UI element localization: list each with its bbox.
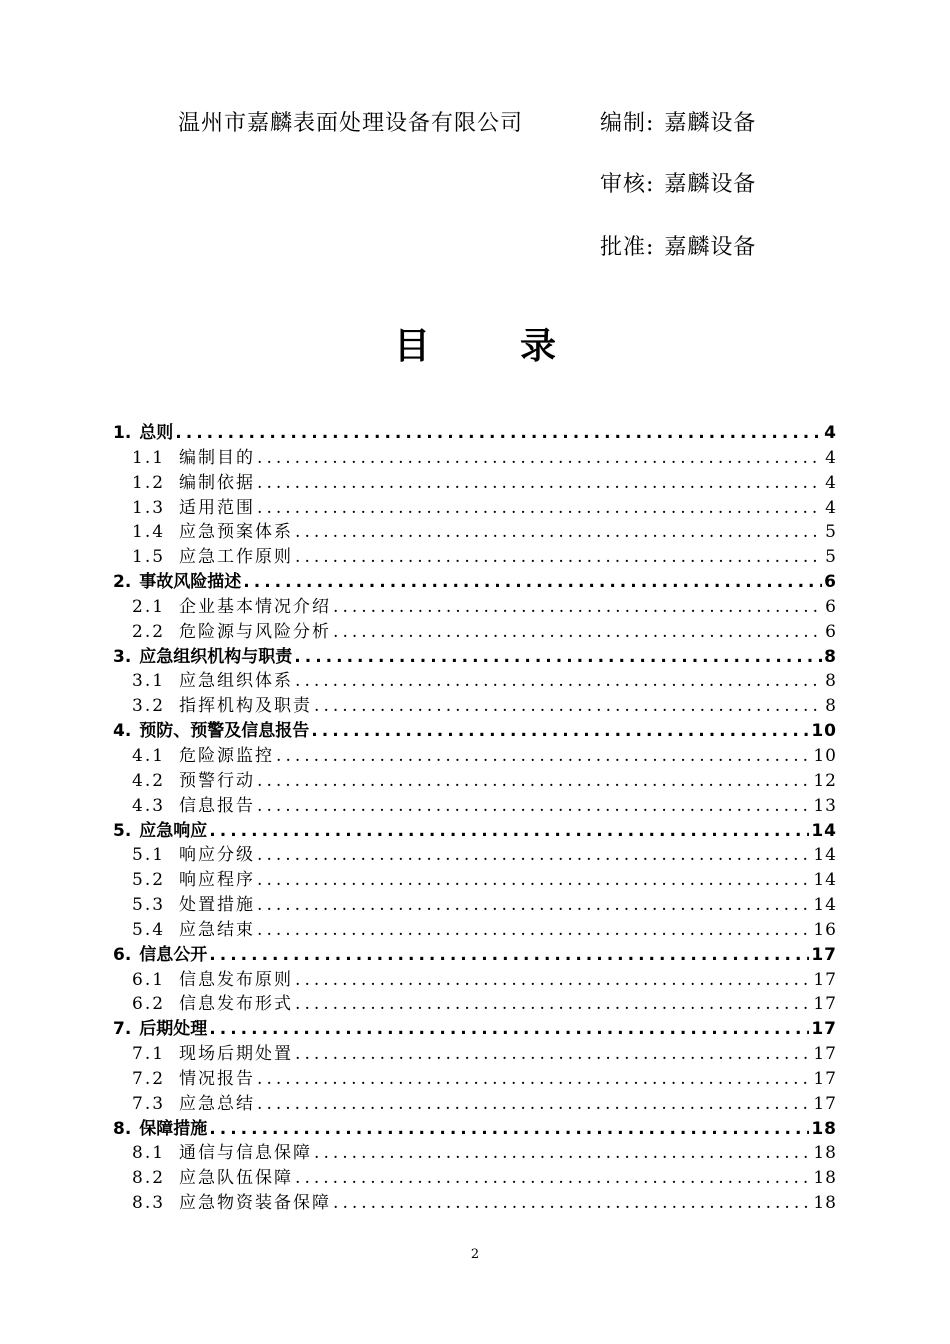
toc-entry-page: 17: [813, 1044, 837, 1065]
toc-entry-number: 7.3: [132, 1093, 166, 1114]
toc-dot-leader: [257, 446, 823, 471]
toc-dot-leader: [276, 744, 811, 769]
toc-entry-title: 应急总结: [179, 1093, 256, 1114]
toc-dot-leader: [257, 769, 811, 794]
toc-entry-title: 事故风险描述: [139, 572, 242, 593]
toc-chapter-entry[interactable]: [113, 719, 837, 744]
toc-dot-leader: [257, 794, 811, 819]
toc-dot-leader: [333, 595, 823, 620]
toc-entry-title: 编制依据: [179, 472, 256, 493]
toc-entry-page: 4: [825, 497, 837, 518]
toc-title-right: 录: [520, 326, 557, 367]
toc-dot-leader: [257, 496, 823, 521]
toc-section-entry[interactable]: [113, 794, 837, 819]
toc-entry-page: 17: [813, 1093, 837, 1114]
toc-section-entry[interactable]: [113, 1166, 837, 1191]
toc-dot-leader: [295, 669, 823, 694]
toc-dot-leader: [295, 992, 811, 1017]
toc-section-entry[interactable]: [113, 446, 837, 471]
toc-section-entry[interactable]: [113, 868, 837, 893]
toc-entry-page: 5: [825, 547, 837, 568]
toc-chapter-entry[interactable]: [113, 1017, 837, 1042]
toc-entry-page: 6: [824, 572, 837, 593]
signature-value: 嘉麟设备: [664, 111, 757, 136]
toc-entry-title: 响应分级: [179, 845, 256, 866]
toc-entry-number: 1.2: [132, 472, 166, 493]
toc-entry-title: 应急工作原则: [179, 547, 294, 568]
toc-entry-page: 6: [825, 621, 837, 642]
toc-entry-number: 2.: [113, 572, 132, 593]
toc-entry-number: 1.5: [132, 547, 166, 568]
toc-dot-leader: [314, 1141, 811, 1166]
toc-dot-leader: [257, 1092, 811, 1117]
toc-entry-number: 1.1: [132, 447, 166, 468]
toc-dot-leader: [209, 943, 809, 968]
toc-dot-leader: [257, 1067, 811, 1092]
company-name: 温州市嘉麟表面处理设备有限公司: [178, 111, 524, 136]
toc-section-entry[interactable]: [113, 918, 837, 943]
toc-dot-leader: [209, 1117, 809, 1142]
toc-chapter-entry[interactable]: [113, 1117, 837, 1142]
toc-section-entry[interactable]: [113, 496, 837, 521]
toc-entry-number: 3.2: [132, 696, 166, 717]
toc-section-entry[interactable]: [113, 744, 837, 769]
toc-section-entry[interactable]: [113, 694, 837, 719]
signature-reviewed: [600, 167, 756, 198]
toc-entry-page: 4: [825, 472, 837, 493]
toc-chapter-entry[interactable]: [113, 819, 837, 844]
toc-entry-title: 后期处理: [139, 1019, 208, 1040]
toc-section-entry[interactable]: [113, 1191, 837, 1216]
toc-entry-title: 总则: [139, 423, 174, 443]
toc-entry-number: 4.3: [132, 795, 166, 816]
toc-dot-leader: [295, 1166, 811, 1191]
toc-dot-leader: [257, 843, 811, 868]
toc-entry-page: 14: [811, 820, 837, 841]
toc-entry-page: 6: [825, 596, 837, 617]
toc-entry-number: 4.: [113, 721, 132, 742]
toc-dot-leader: [333, 1191, 811, 1216]
toc-dot-leader: [209, 819, 809, 844]
toc-section-entry[interactable]: [113, 769, 837, 794]
toc-section-entry[interactable]: [113, 1092, 837, 1117]
toc-entry-number: 8.3: [132, 1193, 166, 1214]
toc-entry-page: 17: [811, 1019, 837, 1040]
toc-entry-page: 8: [825, 671, 837, 692]
page-number: 2: [470, 1247, 480, 1262]
toc-entry-number: 8.: [113, 1118, 132, 1139]
signature-value: 嘉麟设备: [664, 172, 757, 197]
toc-entry-number: 7.2: [132, 1068, 166, 1089]
toc-entry-page: 14: [813, 870, 837, 891]
toc-entry-title: 响应程序: [179, 870, 256, 891]
toc-entry-number: 3.: [113, 646, 132, 667]
toc-entry-title: 适用范围: [179, 497, 256, 518]
toc-entry-title: 应急响应: [139, 820, 208, 841]
toc-entry-number: 2.1: [132, 596, 166, 617]
toc-entry-number: 6.2: [132, 994, 166, 1015]
toc-entry-number: 2.2: [132, 621, 166, 642]
signature-label: 审核:: [600, 172, 655, 197]
toc-entry-number: 1.4: [132, 522, 166, 543]
toc-dot-leader: [257, 918, 811, 943]
toc-dot-leader: [257, 893, 811, 918]
toc-entry-page: 18: [811, 1118, 837, 1139]
toc-dot-leader: [295, 520, 823, 545]
toc-entry-page: 14: [813, 845, 837, 866]
toc-entry-title: 编制目的: [179, 447, 256, 468]
toc-section-entry[interactable]: [113, 669, 837, 694]
toc-section-entry[interactable]: [113, 968, 837, 993]
toc-entry-page: 14: [813, 895, 837, 916]
toc-entry-page: 4: [824, 423, 837, 443]
toc-dot-leader: [295, 545, 823, 570]
toc-entry-page: 17: [811, 944, 837, 965]
signature-compiled: [600, 106, 756, 137]
toc-dot-leader: [314, 694, 823, 719]
toc-entry-title: 保障措施: [139, 1118, 208, 1139]
signature-value: 嘉麟设备: [664, 235, 757, 260]
signature-label: 编制:: [600, 111, 655, 136]
toc-entry-title: 应急结束: [179, 919, 256, 940]
toc-section-entry[interactable]: [113, 620, 837, 645]
toc-entry-title: 预警行动: [179, 770, 256, 791]
toc-dot-leader: [257, 868, 811, 893]
table-of-contents: [113, 421, 837, 1216]
toc-section-entry[interactable]: [113, 893, 837, 918]
toc-dot-leader: [257, 471, 823, 496]
toc-entry-page: 4: [825, 447, 837, 468]
toc-entry-title: 应急组织体系: [179, 671, 294, 692]
toc-section-entry[interactable]: [113, 545, 837, 570]
toc-dot-leader: [294, 645, 822, 670]
toc-entry-number: 6.: [113, 944, 132, 965]
toc-entry-page: 17: [813, 969, 837, 990]
toc-entry-number: 8.2: [132, 1168, 166, 1189]
toc-dot-leader: [243, 570, 822, 595]
toc-entry-title: 危险源与风险分析: [179, 621, 332, 642]
toc-entry-number: 1.: [113, 423, 132, 443]
toc-entry-title: 信息报告: [179, 795, 256, 816]
toc-chapter-entry[interactable]: [113, 570, 837, 595]
toc-title: [0, 318, 950, 369]
toc-section-entry[interactable]: [113, 1141, 837, 1166]
toc-entry-title: 信息公开: [139, 944, 208, 965]
toc-title-left: 目: [393, 326, 430, 367]
toc-entry-title: 情况报告: [179, 1068, 256, 1089]
toc-entry-page: 18: [813, 1143, 837, 1164]
toc-entry-title: 应急组织机构与职责: [139, 646, 293, 667]
toc-entry-page: 12: [813, 770, 837, 791]
toc-entry-number: 4.2: [132, 770, 166, 791]
toc-entry-number: 5.4: [132, 919, 166, 940]
toc-entry-number: 8.1: [132, 1143, 166, 1164]
signature-label: 批准:: [600, 235, 655, 260]
toc-entry-title: 处置措施: [179, 895, 256, 916]
toc-dot-leader: [295, 968, 811, 993]
toc-entry-number: 1.3: [132, 497, 166, 518]
toc-entry-title: 指挥机构及职责: [179, 696, 313, 717]
toc-section-entry[interactable]: [113, 471, 837, 496]
toc-entry-title: 应急预案体系: [179, 522, 294, 543]
toc-section-entry[interactable]: [113, 1042, 837, 1067]
toc-entry-title: 企业基本情况介绍: [179, 596, 332, 617]
toc-entry-page: 18: [813, 1193, 837, 1214]
toc-chapter-entry[interactable]: [113, 943, 837, 968]
toc-section-entry[interactable]: [113, 843, 837, 868]
toc-entry-page: 16: [813, 919, 837, 940]
toc-entry-title: 危险源监控: [179, 745, 275, 766]
toc-entry-number: 4.1: [132, 745, 166, 766]
toc-entry-page: 17: [813, 1068, 837, 1089]
toc-entry-title: 信息发布形式: [179, 994, 294, 1015]
toc-entry-title: 通信与信息保障: [179, 1143, 313, 1164]
toc-entry-page: 18: [813, 1168, 837, 1189]
toc-entry-title: 现场后期处置: [179, 1044, 294, 1065]
toc-entry-number: 6.1: [132, 969, 166, 990]
toc-entry-number: 3.1: [132, 671, 166, 692]
toc-entry-title: 信息发布原则: [179, 969, 294, 990]
toc-entry-title: 应急队伍保障: [179, 1168, 294, 1189]
toc-entry-page: 5: [825, 522, 837, 543]
toc-dot-leader: [333, 620, 823, 645]
toc-entry-number: 7.: [113, 1019, 132, 1040]
signature-approved: [600, 230, 756, 261]
toc-entry-title: 应急物资装备保障: [179, 1193, 332, 1214]
toc-entry-number: 5.3: [132, 895, 166, 916]
toc-entry-title: 预防、预警及信息报告: [139, 721, 310, 742]
toc-dot-leader: [175, 421, 822, 446]
toc-section-entry[interactable]: [113, 1067, 837, 1092]
toc-section-entry[interactable]: [113, 520, 837, 545]
toc-entry-page: 8: [825, 696, 837, 717]
toc-dot-leader: [311, 719, 809, 744]
toc-section-entry[interactable]: [113, 992, 837, 1017]
toc-entry-page: 10: [811, 721, 837, 742]
toc-dot-leader: [209, 1017, 809, 1042]
toc-entry-page: 17: [813, 994, 837, 1015]
toc-entry-number: 5.1: [132, 845, 166, 866]
toc-entry-number: 5.2: [132, 870, 166, 891]
toc-entry-number: 7.1: [132, 1044, 166, 1065]
toc-entry-page: 13: [813, 795, 837, 816]
toc-dot-leader: [295, 1042, 811, 1067]
toc-chapter-entry[interactable]: [113, 421, 837, 446]
toc-entry-number: 5.: [113, 820, 132, 841]
toc-section-entry[interactable]: [113, 595, 837, 620]
toc-chapter-entry[interactable]: [113, 645, 837, 670]
toc-entry-page: 8: [824, 646, 837, 667]
toc-entry-page: 10: [813, 745, 837, 766]
